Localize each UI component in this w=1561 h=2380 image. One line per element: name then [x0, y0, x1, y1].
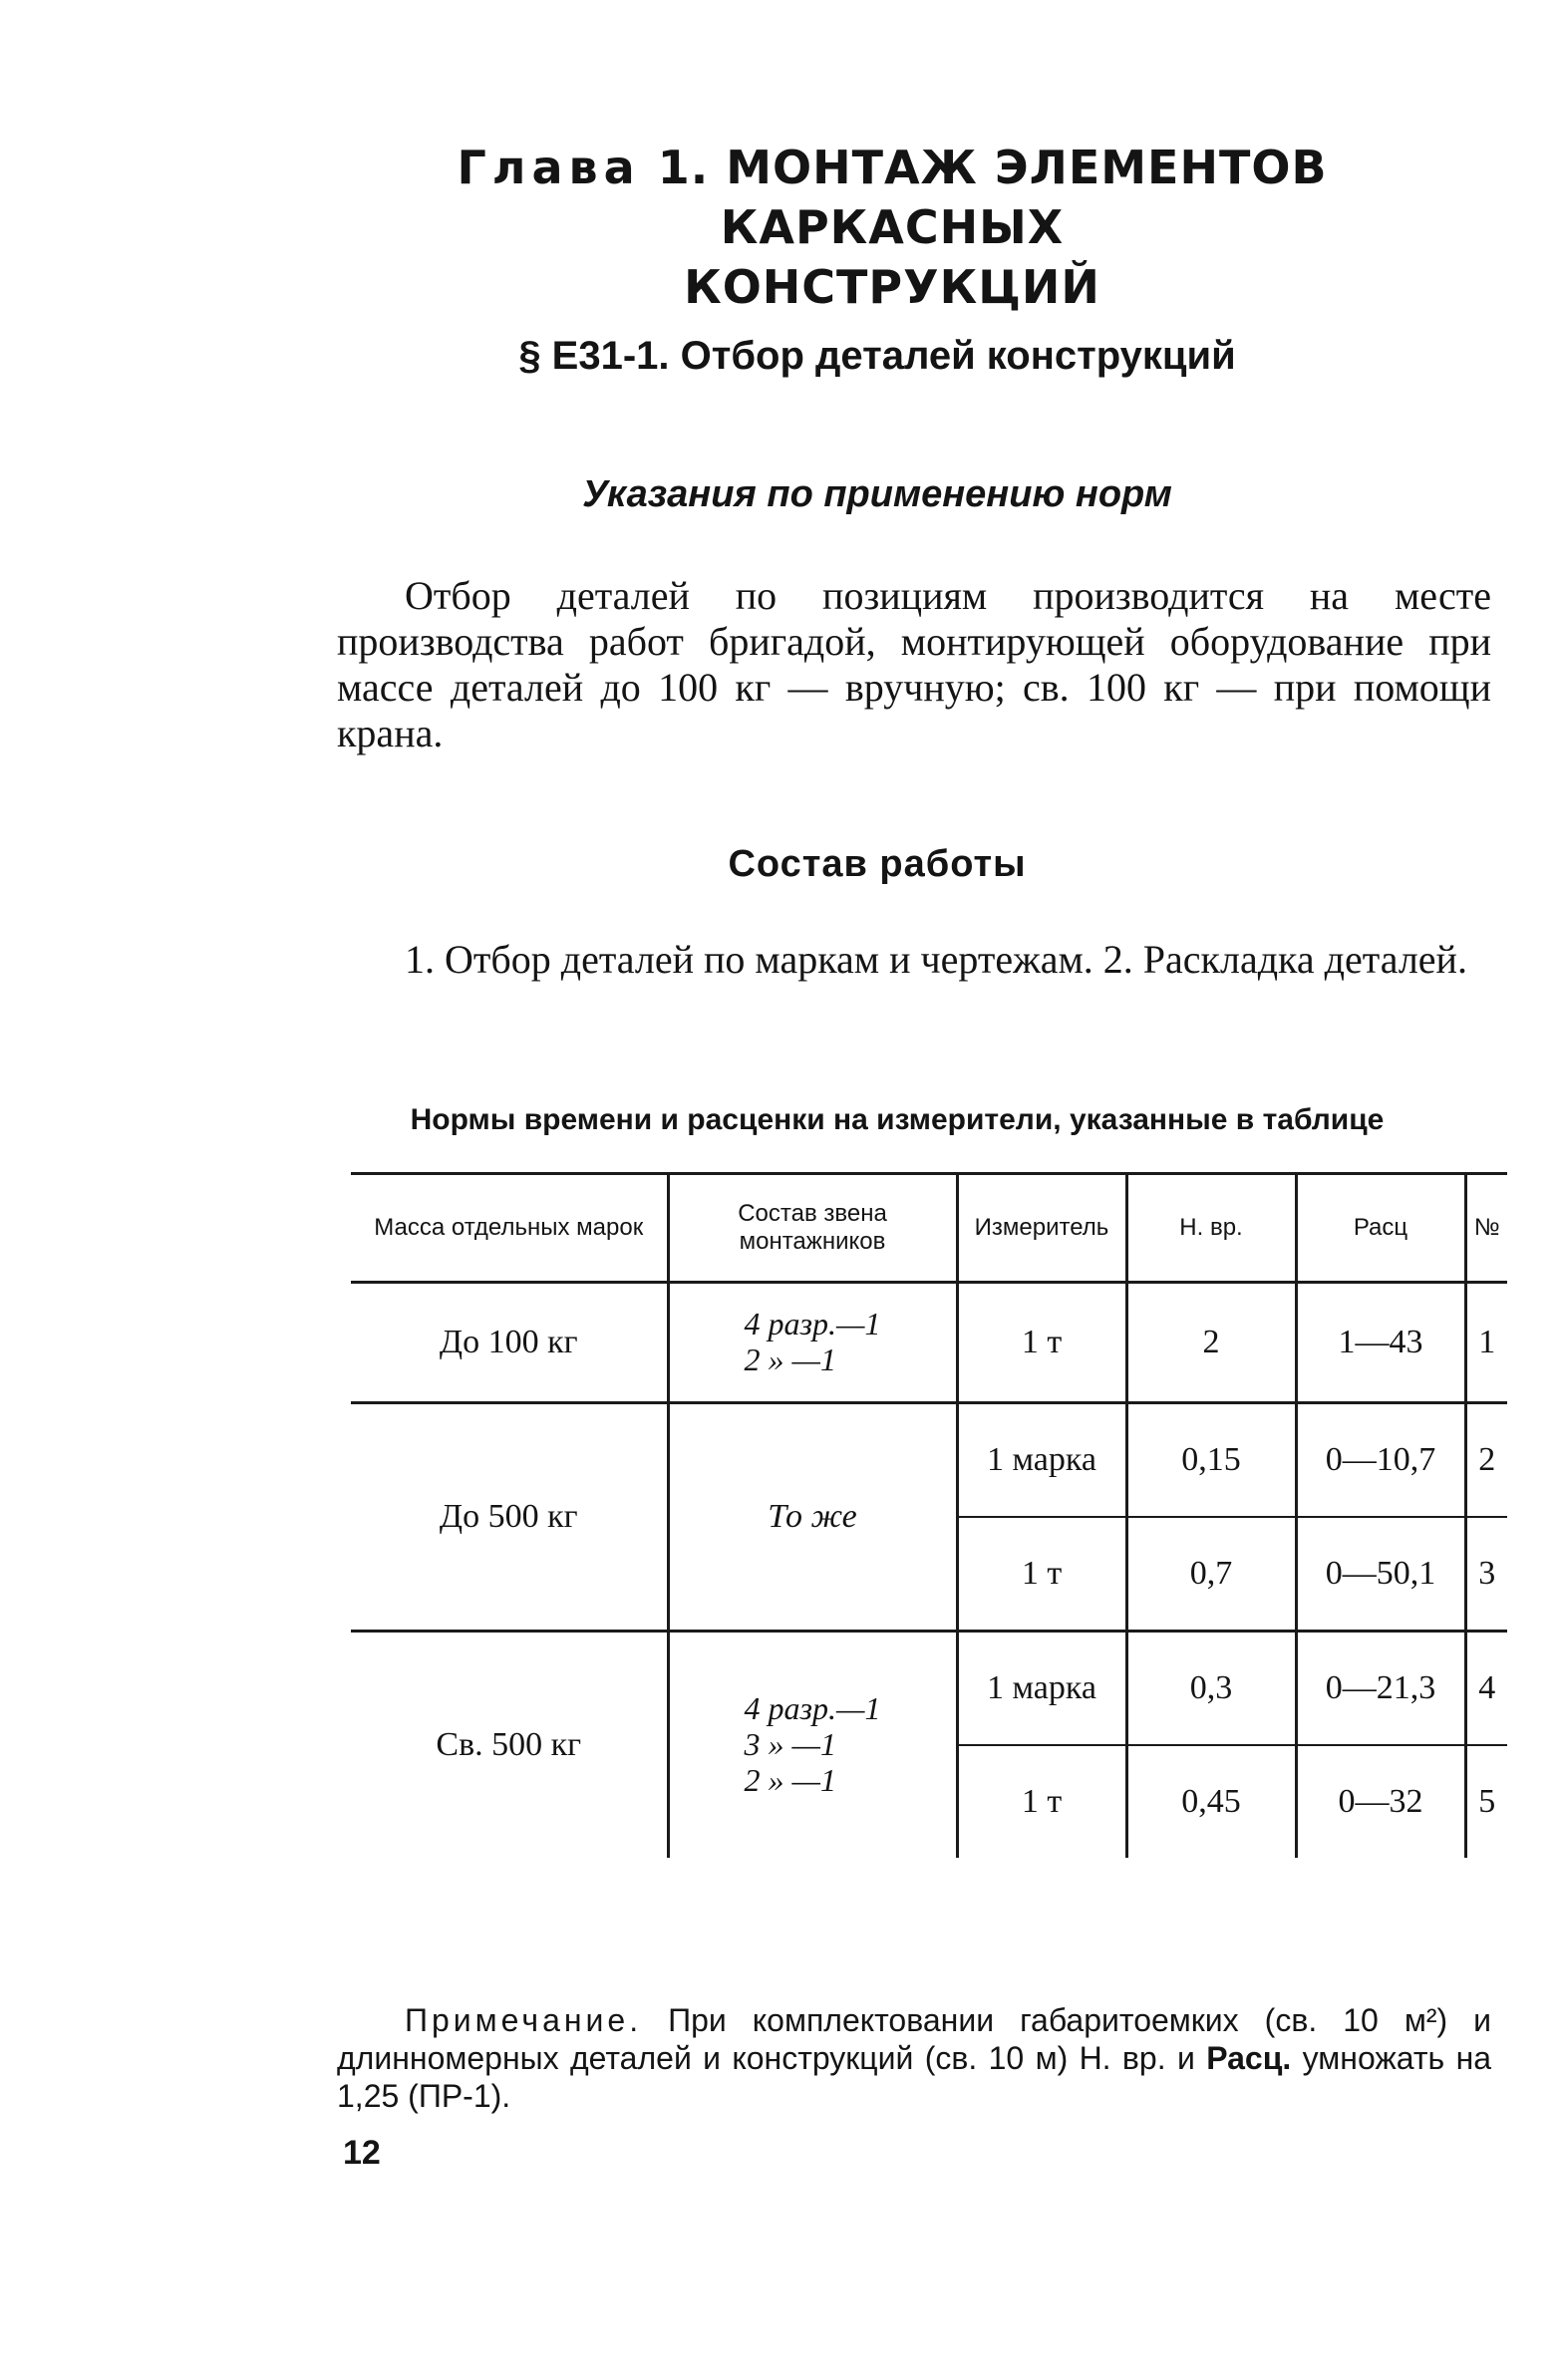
section-title: § Е31-1. Отбор деталей конструкций	[518, 334, 1236, 378]
table-row	[351, 1283, 1507, 1403]
cell-no: 3	[1465, 1517, 1507, 1632]
crew-line: 4 разр.—1	[744, 1690, 881, 1726]
cell-unit: 1 марка	[957, 1403, 1126, 1518]
page-number: 12	[343, 2134, 381, 2172]
cell-norm: 0,15	[1126, 1403, 1296, 1518]
table-row	[351, 1632, 1507, 1746]
cell-mass: Св. 500 кг	[436, 1726, 582, 1763]
header-unit: Измеритель	[957, 1174, 1126, 1283]
header-crew: Состав звена монтажников	[668, 1174, 957, 1283]
header-mass: Масса отдельных марок	[351, 1174, 668, 1283]
header-rate: Расц	[1296, 1174, 1465, 1283]
cell-rate: 0—21,3	[1296, 1632, 1465, 1746]
chapter-title-line2: КОНСТРУКЦИЙ	[684, 260, 1100, 314]
cell-unit: 1 т	[957, 1745, 1126, 1858]
table-header-row	[351, 1174, 1507, 1283]
cell-norm: 0,7	[1126, 1517, 1296, 1632]
crew-line: 2 » —1	[744, 1341, 836, 1377]
cell-norm: 0,45	[1126, 1745, 1296, 1858]
cell-norm: 2	[1126, 1283, 1296, 1403]
header-no: №	[1465, 1174, 1507, 1283]
cell-no: 1	[1465, 1283, 1507, 1403]
cell-rate: 1—43	[1296, 1283, 1465, 1403]
note-rate-word: Расц.	[1206, 2040, 1292, 2076]
cell-unit: 1 т	[957, 1517, 1126, 1632]
chapter-title	[329, 138, 1455, 317]
instructions-text: Отбор деталей по позициям производится на месте производства работ бригадой, монтирующей оборудование при массе деталей до 100 кг — вручную; св. 100 кг — при помощи крана.	[337, 573, 1491, 755]
crew-line: 4 разр.—1	[744, 1306, 881, 1341]
crew-list	[745, 1690, 881, 1798]
header-norm: Н. вр.	[1126, 1174, 1296, 1283]
cell-rate: 0—32	[1296, 1745, 1465, 1858]
cell-rate: 0—10,7	[1296, 1403, 1465, 1518]
chapter-title-line1: 1. МОНТАЖ ЭЛЕМЕНТОВ КАРКАСНЫХ	[657, 141, 1328, 254]
table-row	[351, 1403, 1507, 1518]
cell-norm: 0,3	[1126, 1632, 1296, 1746]
chapter-label: Глава	[457, 141, 641, 194]
cell-rate: 0—50,1	[1296, 1517, 1465, 1632]
note-label: Примечание.	[405, 2002, 643, 2038]
norms-table	[351, 1172, 1507, 1858]
cell-no: 5	[1465, 1745, 1507, 1858]
note	[337, 2001, 1491, 2115]
cell-mass: До 500 кг	[351, 1403, 668, 1632]
crew-line: 3 » —1	[744, 1726, 836, 1762]
instructions-heading: Указания по применению норм	[582, 473, 1172, 515]
cell-crew	[668, 1632, 957, 1859]
work-heading: Состав работы	[728, 843, 1027, 885]
cell-mass: До 100 кг	[351, 1283, 668, 1403]
cell-no: 4	[1465, 1632, 1507, 1746]
crew-list	[745, 1306, 881, 1377]
table-caption: Нормы времени и расценки на измерители, указанные в таблице	[410, 1103, 1385, 1136]
cell-crew	[668, 1283, 957, 1403]
cell-unit: 1 т	[957, 1283, 1126, 1403]
crew-line: 2 » —1	[744, 1762, 836, 1798]
note-text-a: При комплектовании габаритоемких (св. 10 м²) и длинномерных деталей и конструкций (св. 10 м) Н. вр. и	[337, 2002, 1492, 2076]
cell-unit: 1 марка	[957, 1632, 1126, 1746]
note-text-b: умножать на 1,25 (ПР-1).	[337, 2040, 1492, 2114]
cell-crew: То же	[668, 1403, 957, 1632]
work-text: 1. Отбор деталей по маркам и чертежам. 2. Раскладка деталей.	[405, 937, 1467, 982]
cell-no: 2	[1465, 1403, 1507, 1518]
